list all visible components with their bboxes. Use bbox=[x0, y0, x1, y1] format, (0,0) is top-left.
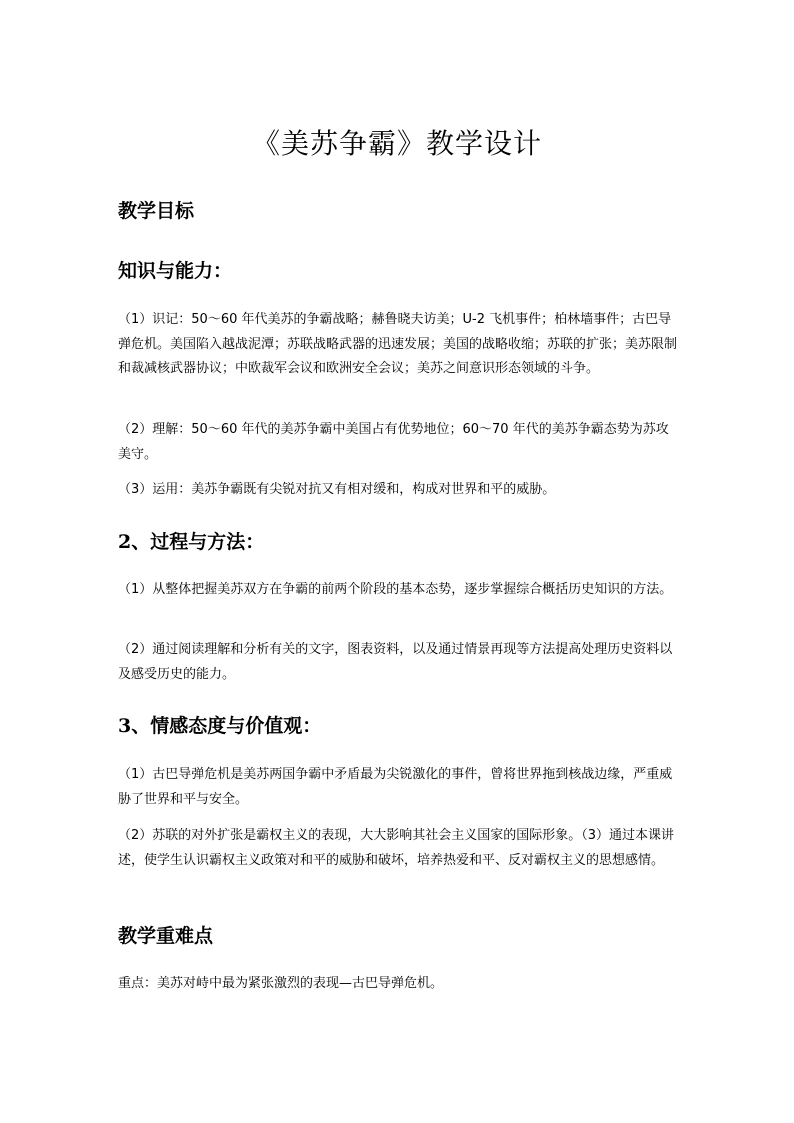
document-title: 《美苏争霸》教学设计 bbox=[251, 127, 542, 160]
paragraph-emotion-1: （1）古巴导弹危机是美苏两国争霸中矛盾最为尖锐激化的事件，曾将世界拖到核战边缘，严重威胁了世界和平与安全。 bbox=[118, 767, 673, 807]
paragraph-knowledge-2: （2）理解：50～60 年代的美苏争霸中美国占有优势地位；60～70 年代的美苏争霸态势为苏攻美守。 bbox=[118, 422, 669, 462]
section-heading-teaching-goals: 教学目标 bbox=[118, 200, 195, 222]
paragraph-process-1: （1）从整体把握美苏双方在争霸的前两个阶段的基本态势，逐步掌握综合概括历史知识的方法。 bbox=[118, 582, 673, 597]
paragraph-knowledge-3: （3）运用：美苏争霸既有尖锐对抗又有相对缓和，构成对世界和平的威胁。 bbox=[118, 482, 556, 497]
paragraph-knowledge-1: （1）识记：50～60 年代美苏的争霸战略；赫鲁晓夫访美；U-2 飞机事件；柏林墙事件；古巴导弹危机。美国陷入越战泥潭；苏联战略武器的迅速发展；美国的战略收缩；苏联的扩张；美苏限制和裁减核武器协议；中欧裁军会议和欧洲安全会议；美苏之间意识形态领域的斗争。 bbox=[118, 312, 678, 376]
section-heading-key-difficult-points: 教学重难点 bbox=[118, 925, 214, 947]
section-heading-emotion-values: 3、情感态度与价值观： bbox=[118, 715, 322, 737]
section-heading-process-method: 2、过程与方法： bbox=[118, 531, 265, 553]
paragraph-emotion-2: （2）苏联的对外扩张是霸权主义的表现，大大影响其社会主义国家的国际形象。（3）通过本课讲述，使学生认识霸权主义政策对和平的威胁和破坏，培养热爱和平、反对霸权主义的思想感情。 bbox=[118, 828, 675, 868]
paragraph-process-2: （2）通过阅读理解和分析有关的文字，图表资料，以及通过情景再现等方法提高处理历史资料以及感受历史的能力。 bbox=[118, 642, 673, 682]
paragraph-key-point: 重点：美苏对峙中最为紧张激烈的表现—古巴导弹危机。 bbox=[118, 976, 444, 991]
section-heading-knowledge-ability: 知识与能力： bbox=[118, 260, 233, 282]
